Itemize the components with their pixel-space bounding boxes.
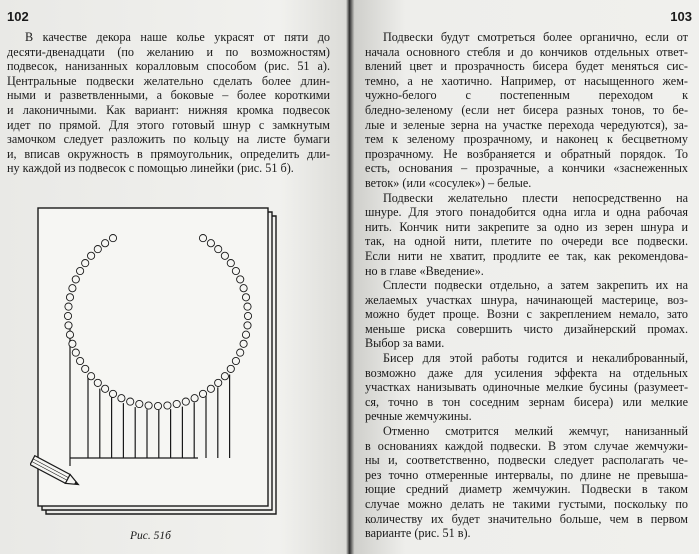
text-line: прозрачному. Не возбраняется и обратный порядок. То [365, 146, 688, 161]
text-line: темно, а не хаотично. Например, от насыщенного жем- [365, 73, 688, 88]
bead [65, 322, 72, 329]
text-line: Выбор за вами. [365, 336, 445, 351]
bead [221, 373, 228, 380]
bead [242, 294, 249, 301]
bead [102, 240, 109, 247]
bead [69, 285, 76, 292]
bead [215, 246, 222, 253]
text-line: В качестве декора наше колье украсят от пяти до [25, 30, 330, 44]
bead [109, 390, 116, 397]
bead [82, 260, 89, 267]
bead [127, 398, 134, 405]
bead [207, 240, 214, 247]
bead [77, 267, 84, 274]
text-line: варианте (рис. 51 в). [365, 526, 471, 541]
bead [191, 395, 198, 402]
bead [242, 331, 249, 338]
text-line: начала основного стебля и до кончиков отдельных ответ- [365, 44, 688, 59]
bead [240, 340, 247, 347]
text-line: десяти-двенадцати (по желанию и по возможностям) [7, 44, 330, 59]
bead [164, 402, 171, 409]
bead [94, 379, 101, 386]
right-page-text [365, 30, 688, 541]
bead [227, 365, 234, 372]
text-line: идет по прямой. Для этого готовый шнур с замкнутым [7, 117, 330, 132]
bead [207, 385, 214, 392]
text-line: ну каждой из подвесок с помощью линейки (рис. 51 б). [7, 161, 294, 176]
bead [109, 235, 116, 242]
bead [227, 260, 234, 267]
bead [199, 235, 206, 242]
bead [82, 365, 89, 372]
necklace-diagram [30, 196, 290, 536]
bead [237, 349, 244, 356]
text-line: и, вписав окружность в прямоугольник, определить дли- [7, 146, 330, 161]
bead [244, 303, 251, 310]
text-line: тем к зеленому прозрачному, и наконец к бесцветному [365, 132, 688, 147]
text-line: Отменно смотрится мелкий жемчуг, нанизанный [383, 424, 688, 439]
text-line: чужно-белого с постепенным переходом к [365, 88, 688, 103]
bead [182, 398, 189, 405]
text-line: количеству их будет значительно больше, чем в первом [365, 511, 688, 526]
text-line: нить. Кончик нити закрепите за одно из зерен шнура и [365, 219, 688, 234]
text-line: возможно даже для усиления эффекта на отдельных [365, 365, 688, 380]
bead [72, 349, 79, 356]
page-number-left: 102 [7, 9, 29, 24]
text-line: рез точно отмеренные интервалы, по длине не превыша- [365, 467, 688, 482]
bead [69, 340, 76, 347]
text-line: Подвески желательно плести непосредственно на [383, 190, 688, 205]
text-line: в основаниях каждой подвески. В этом случае жемчужи- [365, 438, 688, 453]
text-line: подвесок, нанизанных коралловым способом (рис. 51 а). [7, 59, 330, 74]
text-line: Сплести подвески отдельно, а затем закрепить их на [383, 278, 688, 293]
text-line: можно будет проще. Возни с закреплением немало, зато [365, 307, 688, 322]
text-line: Подвески будут смотреться более органично, если от [383, 30, 688, 44]
right-page [351, 0, 699, 554]
bead [88, 252, 95, 259]
text-line: ными и разветвленными, а боковые – более короткими [7, 88, 330, 103]
bead [240, 285, 247, 292]
text-line: шнуре. Для этого понадобится одна игла и одна рабочая [365, 205, 688, 220]
bead [199, 390, 206, 397]
page-number-right: 103 [670, 9, 692, 24]
text-line: желаемых участках шнура, начинающей мастерице, воз- [365, 292, 688, 307]
figure-caption: Рис. 51б [130, 530, 171, 542]
left-page-text [7, 30, 330, 176]
bead [145, 402, 152, 409]
text-line: Если нити не хватит, продлите ее так, как рекомендова- [365, 248, 688, 263]
text-line: и лаконичными. Как вариант: нижняя кромка подвесок [7, 102, 330, 117]
text-line: Центральные подвески желательно сделать более длин- [7, 73, 330, 88]
bead [244, 312, 251, 319]
bead [65, 303, 72, 310]
text-line: замочком следует разложить по кольцу на листе бумаги [7, 132, 330, 147]
bead [118, 395, 125, 402]
bead [66, 294, 73, 301]
bead [237, 276, 244, 283]
text-line: ся, точно в тон соседним зернам бисера) или мелкие [365, 394, 688, 409]
bead [215, 379, 222, 386]
bead [72, 276, 79, 283]
text-line: веток» (или «сосулек») – белые. [365, 175, 532, 190]
text-line: ны и, соответственно, подвески следует располагать че- [365, 453, 688, 468]
bead [94, 246, 101, 253]
left-page [0, 0, 345, 554]
bead [77, 357, 84, 364]
text-line: речные жемчужины. [365, 409, 472, 424]
text-line: участках нанизывать одиночные мелкие бусины (разумеет- [365, 380, 688, 395]
text-line: так, на одной нити, плетите по очереди все подвески. [365, 234, 688, 249]
text-line: бледно-зеленому (если нет бисера разных тонов, то бе- [365, 102, 688, 117]
bead [232, 357, 239, 364]
text-line: лые и зеленые зерна на участке перехода чередуются), за- [365, 117, 688, 132]
bead [64, 312, 71, 319]
text-line: ющие средний диаметр жемчужин. Подвески в таком [365, 482, 688, 497]
text-line: Бисер для этой работы годится и некалиброванный, [383, 351, 688, 366]
bead [244, 322, 251, 329]
bead [66, 331, 73, 338]
bead [173, 400, 180, 407]
text-line: случае можно делать не такими густыми, поскольку по [365, 497, 688, 511]
bead [88, 373, 95, 380]
paper-sheet [38, 208, 276, 514]
bead [154, 402, 161, 409]
text-line: влений цвет и прозрачность бисера будет меняться сис- [365, 59, 688, 74]
bead [221, 252, 228, 259]
bead [136, 400, 143, 407]
text-line: есть, основания – прозрачные, а кончики «заснеженных [365, 161, 688, 176]
text-line: но в главе «Введение». [365, 263, 484, 278]
bead [102, 385, 109, 392]
text-line: меньше риска совершить чисто дизайнерский промах. [365, 321, 688, 336]
bead [232, 267, 239, 274]
